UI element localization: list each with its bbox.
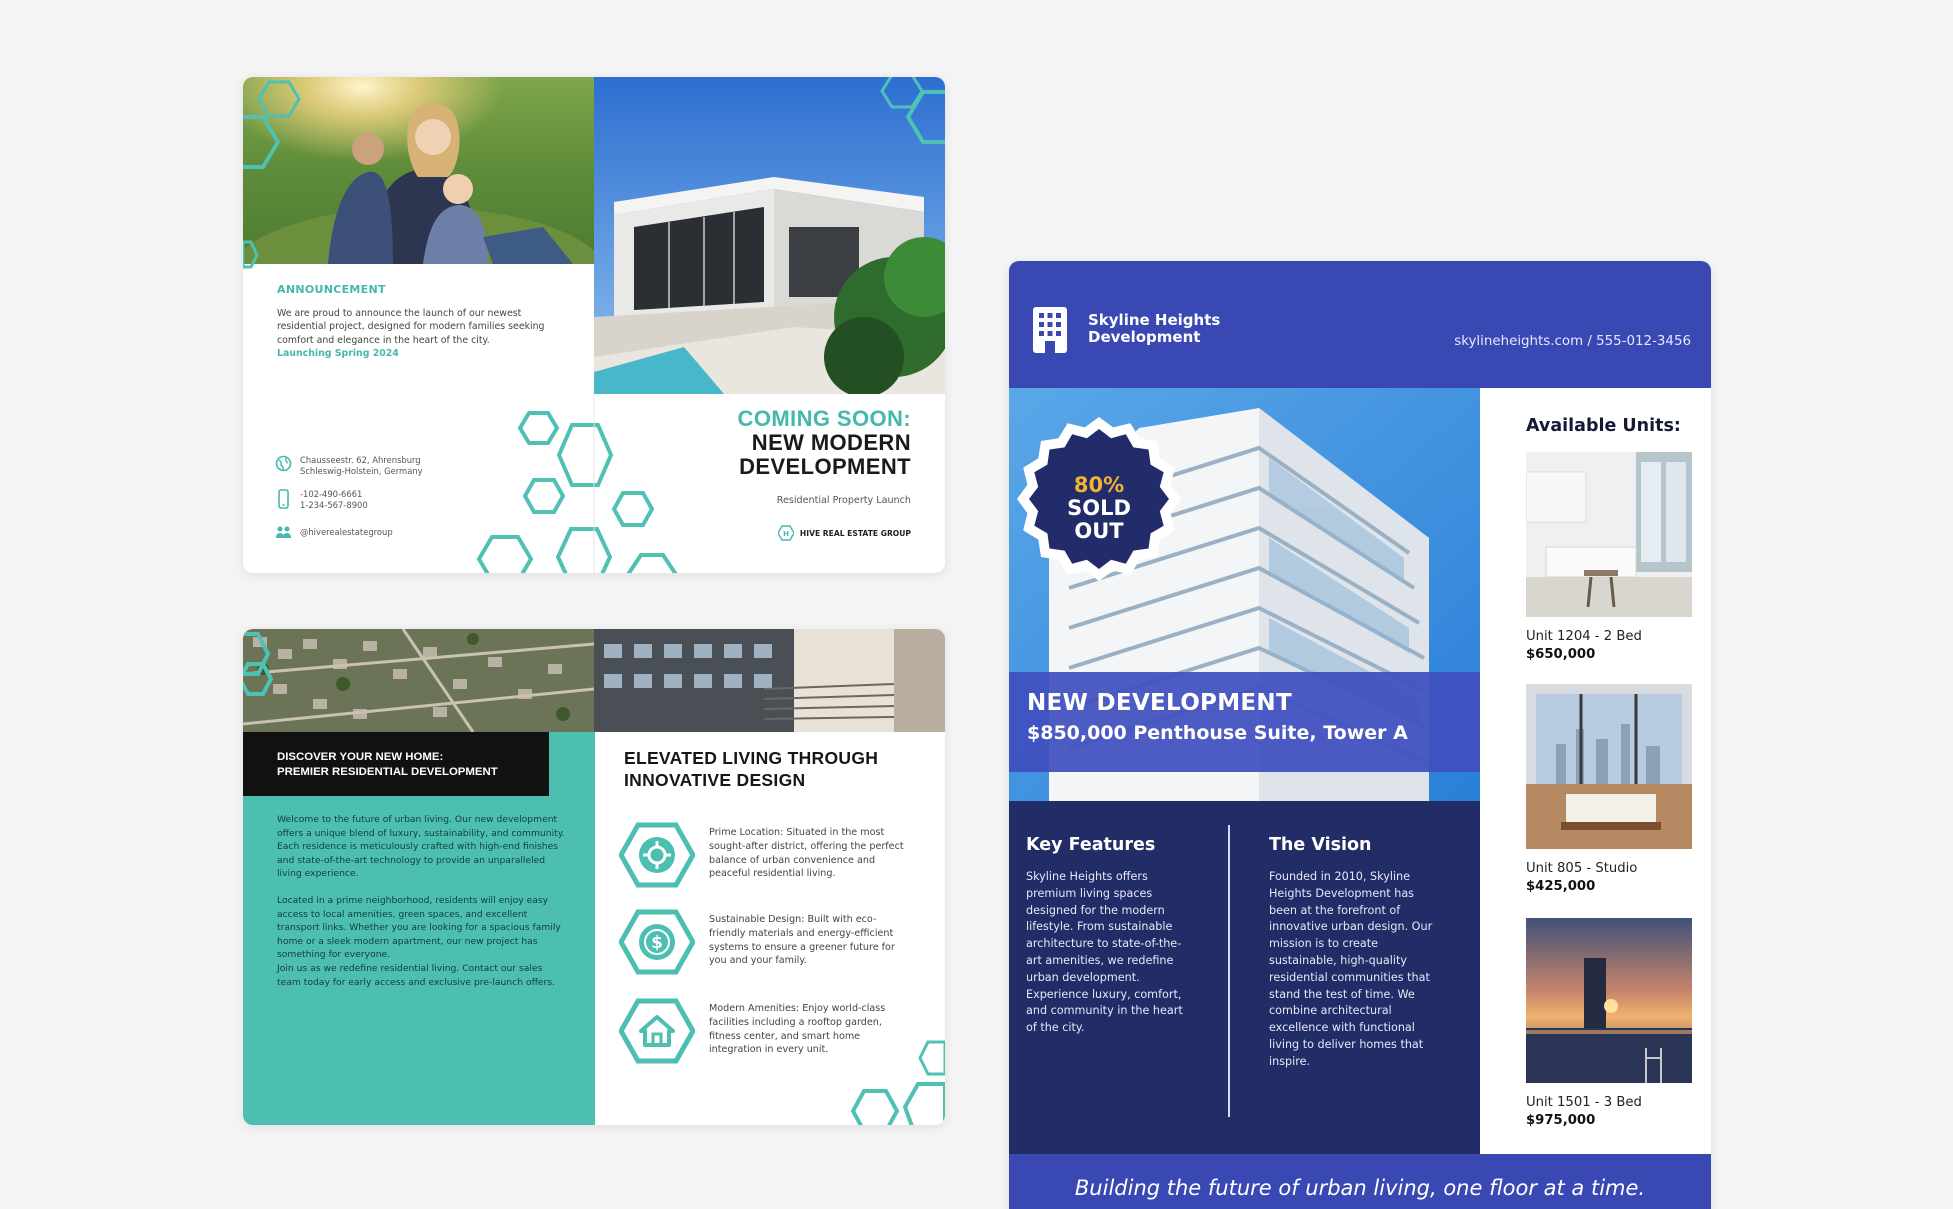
unit-name-3: Unit 1501 - 3 Bed (1526, 1095, 1642, 1110)
unit-photo-kitchen (1526, 452, 1692, 617)
feature-text-1: Prime Location: Situated in the most sought-after district, offering the perfect balance of urban convenience and peaceful residential living. (709, 827, 904, 880)
title-line-3: DEVELOPMENT (739, 454, 911, 479)
body-paragraph-1: Welcome to the future of urban living. Our new development offers a unique blend of luxury, sustainability, and community. Each residence is meticulously crafted with high-end finishes and state-of-the-art technology to provide an unparalleled living experience. (277, 814, 565, 880)
title-line-2: NEW MODERN (751, 430, 911, 455)
phone-row (275, 489, 368, 511)
unit-price-2: $425,000 (1526, 879, 1596, 894)
address-line-1: Chausseestr. 62, Ahrensburg (300, 455, 421, 465)
band-line-2: PREMIER RESIDENTIAL DEVELOPMENT (277, 766, 498, 778)
new-development-headline: NEW DEVELOPMENT (1027, 690, 1292, 716)
flyer-footer (1009, 1154, 1711, 1209)
flyer-header (1009, 261, 1711, 388)
vision-title: The Vision (1269, 835, 1372, 855)
brochure-discover (243, 629, 945, 1125)
phone-icon (275, 489, 292, 509)
flyer-contact: skylineheights.com / 555-012-3456 (1454, 334, 1691, 349)
brand-name: HIVE REAL ESTATE GROUP (799, 528, 911, 538)
body-paragraph-2: Located in a prime neighborhood, residents will enjoy easy access to local amenities, green spaces, and excellent transport links. Whether you are looking for a spacious family home or a sleek modern apartment, our new project has something for everyone. (277, 894, 561, 961)
available-units-panel (1480, 388, 1711, 1154)
badge-percent: 80% (1073, 473, 1125, 497)
people-icon (275, 525, 292, 539)
key-features-body: Skyline Heights offers premium living spaces designed for the modern lifestyle. From sustainable architecture to state-of-the-art amenities, we redefine urban development. Experience luxury, comfort, and community in the heart of the city. (1026, 870, 1183, 1035)
badge-out: OUT (1074, 519, 1124, 543)
brand-line-1: Skyline Heights (1088, 311, 1221, 329)
address-line-2: Schleswig-Holstein, Germany (300, 466, 423, 476)
feature-text-2: Sustainable Design: Built with eco-friendly materials and energy-efficient systems to ensure a greener future for you and your family. (709, 914, 895, 967)
penthouse-price: $850,000 Penthouse Suite, Tower A (1027, 722, 1408, 744)
heading-line-2: INNOVATIVE DESIGN (624, 770, 806, 790)
globe-icon (275, 455, 292, 472)
launch-date: Launching Spring 2024 (277, 348, 399, 360)
available-units-title: Available Units: (1526, 416, 1681, 436)
skyline-heights-flyer (1009, 261, 1711, 1209)
announcement-eyebrow: ANNOUNCEMENT (277, 283, 386, 296)
heading-line-1: ELEVATED LIVING THROUGH (624, 748, 879, 768)
new-development-banner (1009, 672, 1480, 772)
brochure-announcement (243, 77, 945, 573)
social-handle: @hiverealestategroup (300, 526, 393, 537)
unit-photo-pool (1526, 918, 1692, 1083)
phone-number-1: -102-490-6661 (300, 489, 363, 499)
flyer-tagline: Building the future of urban living, one floor at a time. (1074, 1176, 1646, 1200)
sold-out-badge (1017, 417, 1181, 581)
brand-line-2: Development (1088, 328, 1201, 346)
column-divider (1228, 825, 1230, 1117)
unit-name-2: Unit 805 - Studio (1526, 861, 1638, 876)
building-icon (1032, 307, 1068, 353)
unit-price-1: $650,000 (1526, 647, 1596, 662)
unit-name-1: Unit 1204 - 2 Bed (1526, 629, 1642, 644)
coming-soon-title (738, 407, 911, 479)
svg-text:$: $ (651, 933, 663, 953)
hexagon-pattern (243, 629, 945, 1125)
body-paragraph-3: Join us as we redefine residential living. Contact our sales team today for early access and exclusive pre-launch offers. (277, 962, 556, 988)
brand-lockup (778, 525, 911, 541)
social-row (275, 525, 393, 539)
hive-logo-icon (778, 525, 794, 541)
info-panel (1009, 801, 1480, 1154)
band-line-1: DISCOVER YOUR NEW HOME: (277, 751, 444, 763)
announcement-text: We are proud to announce the launch of our newest residential project, designed for modern families seeking comfort and elegance in the heart of the city. (277, 308, 545, 346)
launch-subtitle: Residential Property Launch (776, 495, 911, 506)
flyer-brand (1088, 312, 1220, 346)
svg-text:H: H (782, 530, 789, 538)
feature-text-3: Modern Amenities: Enjoy world-class facilities including a rooftop garden, fitness center, and smart home integration in every unit. (709, 1003, 886, 1056)
phone-number-2: 1-234-567-8900 (300, 500, 368, 510)
address-row (275, 455, 423, 477)
unit-photo-bedroom (1526, 684, 1692, 849)
vision-body: Founded in 2010, Skyline Heights Development has been at the forefront of innovative urban design. Our mission is to create sustainable, high-quality residential communities that stand the test of time. We combine architectural excellence with functional living to deliver homes that inspire. (1269, 870, 1433, 1068)
key-features-title: Key Features (1026, 835, 1156, 855)
announcement-body (277, 307, 567, 361)
title-line-1: COMING SOON: (737, 406, 911, 431)
badge-sold: SOLD (1067, 496, 1131, 520)
unit-price-3: $975,000 (1526, 1113, 1596, 1128)
